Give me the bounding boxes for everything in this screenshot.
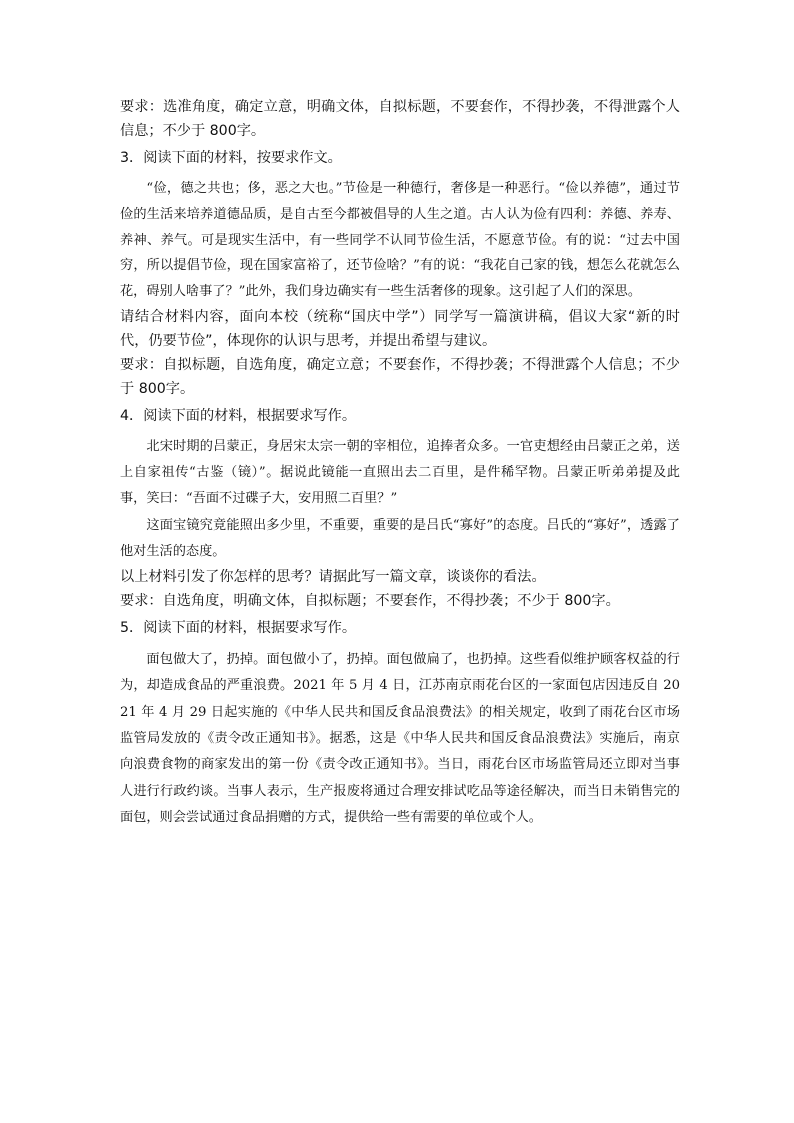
question-4-material-1: 北宋时期的吕蒙正，身居宋太宗一朝的宰相位，追捧者众多。一官吏想经由吕蒙正之弟，送上自家祖传“古鉴（镜）”。据说此镜能一直照出去二百里，是件稀罕物。吕蒙正听弟弟提及此事，笑曰：“吾面不过碟子大，安用照二百里？” <box>120 439 680 506</box>
question-3-material: “俭，德之共也；侈，恶之大也。”节俭是一种德行，奢侈是一种恶行。“俭以养德”，通过节俭的生活来培养道德品质，是自古至今都被倡导的人生之道。古人认为俭有四利：养德、养寿、养神、养气。可是现实生活中，有一些同学不认同节俭生活，不愿意节俭。有的说：“过去中国穷，所以提倡节俭，现在国家富裕了，还节俭啥？”有的说：“我花自己家的钱，想怎么花就怎么花，碍别人啥事了？”此外，我们身边确实有一些生活奢侈的现象。这引起了人们的深思。 <box>120 181 680 299</box>
question-3-requirement: 要求：自拟标题，自选角度，确定立意；不要套作，不得抄袭；不得泄露个人信息；不少于 800字。 <box>120 356 680 397</box>
page-content <box>120 96 680 834</box>
question-3-task: 请结合材料内容，面向本校（统称“国庆中学”）同学写一篇演讲稿，倡议大家“新的时代，仍要节俭”，体现你的认识与思考，并提出希望与建议。 <box>120 309 680 350</box>
question-3-heading: 3．阅读下面的材料，按要求作文。 <box>120 149 342 166</box>
question-4-material-2: 这面宝镜究竟能照出多少里，不重要，重要的是吕氏“寡好”的态度。吕氏的“寡好”，透露了他对生活的态度。 <box>120 518 680 559</box>
question-5-material: 面包做大了，扔掉。面包做小了，扔掉。面包做扁了，也扔掉。这些看似维护顾客权益的行为，却造成食品的严重浪费。2021 年 5 月 4 日，江苏南京雨花台区的一家面包店因违反自 2021 年 4 月 29 日起实施的《中华人民共和国反食品浪费法》的相关规定，收到了雨花台区市场监管局发放的《责令改正通知书》。据悉，这是《中华人民共和国反食品浪费法》实施后，南京向浪费食物的商家发出的第一份《责令改正通知书》。当日，雨花台区市场监管局还立即对当事人进行行政约谈。当事人表示，生产报废将通过合理安排试吃品等途径解决，而当日未销售完的面包，则会尝试通过食品捐赠的方式，提供给一些有需要的单位或个人。 <box>120 651 680 826</box>
prev-question-requirement: 要求：选准角度，确定立意，明确文体，自拟标题，不要套作，不得抄袭，不得泄露个人信息；不少于 800字。 <box>120 99 680 139</box>
question-4-task: 以上材料引发了你怎样的思考？请据此写一篇文章，谈谈你的看法。 <box>120 569 546 586</box>
question-4-heading: 4．阅读下面的材料，根据要求写作。 <box>120 407 357 424</box>
question-4-requirement: 要求：自选角度，明确文体，自拟标题；不要套作，不得抄袭；不少于 800字。 <box>120 593 620 610</box>
question-5-heading: 5．阅读下面的材料，根据要求写作。 <box>120 619 357 636</box>
